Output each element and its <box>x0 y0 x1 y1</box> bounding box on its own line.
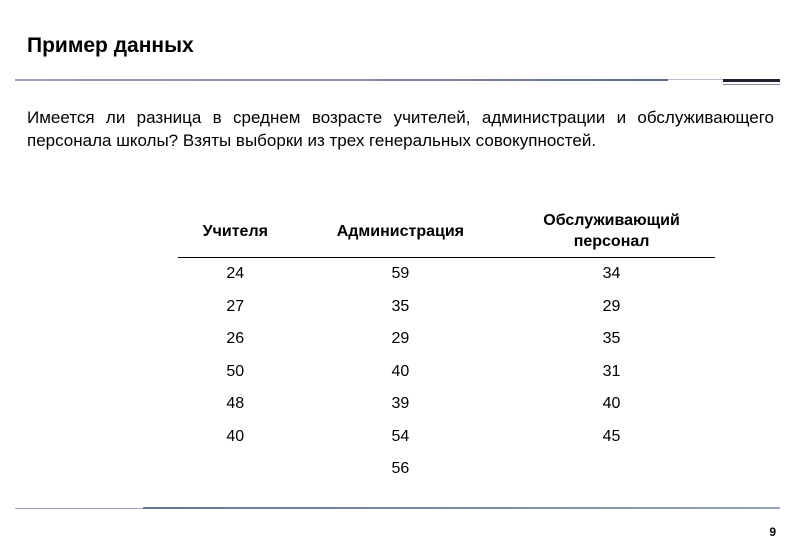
cell-administration: 40 <box>391 362 410 380</box>
table-row <box>178 291 715 324</box>
cell-service-staff: 40 <box>602 395 621 413</box>
cell-service-staff <box>508 453 715 486</box>
header-teachers: Учителя <box>178 205 293 258</box>
header-divider-accent-under <box>723 84 780 85</box>
cell-teachers: 40 <box>226 427 245 445</box>
page-number: 9 <box>769 525 776 539</box>
header-service-staff: Обслуживающий персонал <box>508 205 715 258</box>
cell-teachers: 48 <box>226 395 245 413</box>
header-divider-main <box>15 79 668 81</box>
header-divider-tail <box>668 79 723 80</box>
slide-title: Пример данных <box>27 34 194 57</box>
cell-administration: 39 <box>391 395 410 413</box>
cell-teachers: 26 <box>226 330 245 348</box>
table-row <box>178 421 715 454</box>
table-row <box>178 323 715 356</box>
footer-divider-left <box>15 508 143 509</box>
age-data-table <box>178 205 715 486</box>
cell-service-staff: 31 <box>602 362 621 380</box>
cell-administration: 56 <box>391 460 410 478</box>
cell-administration: 59 <box>391 265 410 283</box>
table-row <box>178 258 715 291</box>
footer-divider <box>15 507 780 511</box>
cell-service-staff: 45 <box>602 427 621 445</box>
cell-service-staff: 35 <box>602 330 621 348</box>
header-divider <box>15 75 780 87</box>
header-divider-accent <box>723 79 780 82</box>
footer-divider-main <box>143 507 780 509</box>
table-row <box>178 356 715 389</box>
cell-service-staff: 34 <box>602 265 621 283</box>
cell-teachers: 27 <box>226 297 245 315</box>
table-row <box>178 388 715 421</box>
cell-administration: 54 <box>391 427 410 445</box>
cell-service-staff: 29 <box>602 297 621 315</box>
cell-teachers <box>178 453 293 486</box>
table-header-row <box>178 205 715 258</box>
cell-teachers: 50 <box>226 362 245 380</box>
table-row <box>178 453 715 486</box>
cell-administration: 35 <box>391 297 410 315</box>
header-administration: Администрация <box>293 205 509 258</box>
intro-paragraph: Имеется ли разница в среднем возрасте учителей, администрации и обслуживающего персонала школы? Взяты выборки из трех генеральных совокупностей. <box>27 108 774 150</box>
cell-administration: 29 <box>391 330 410 348</box>
cell-teachers: 24 <box>226 265 245 283</box>
